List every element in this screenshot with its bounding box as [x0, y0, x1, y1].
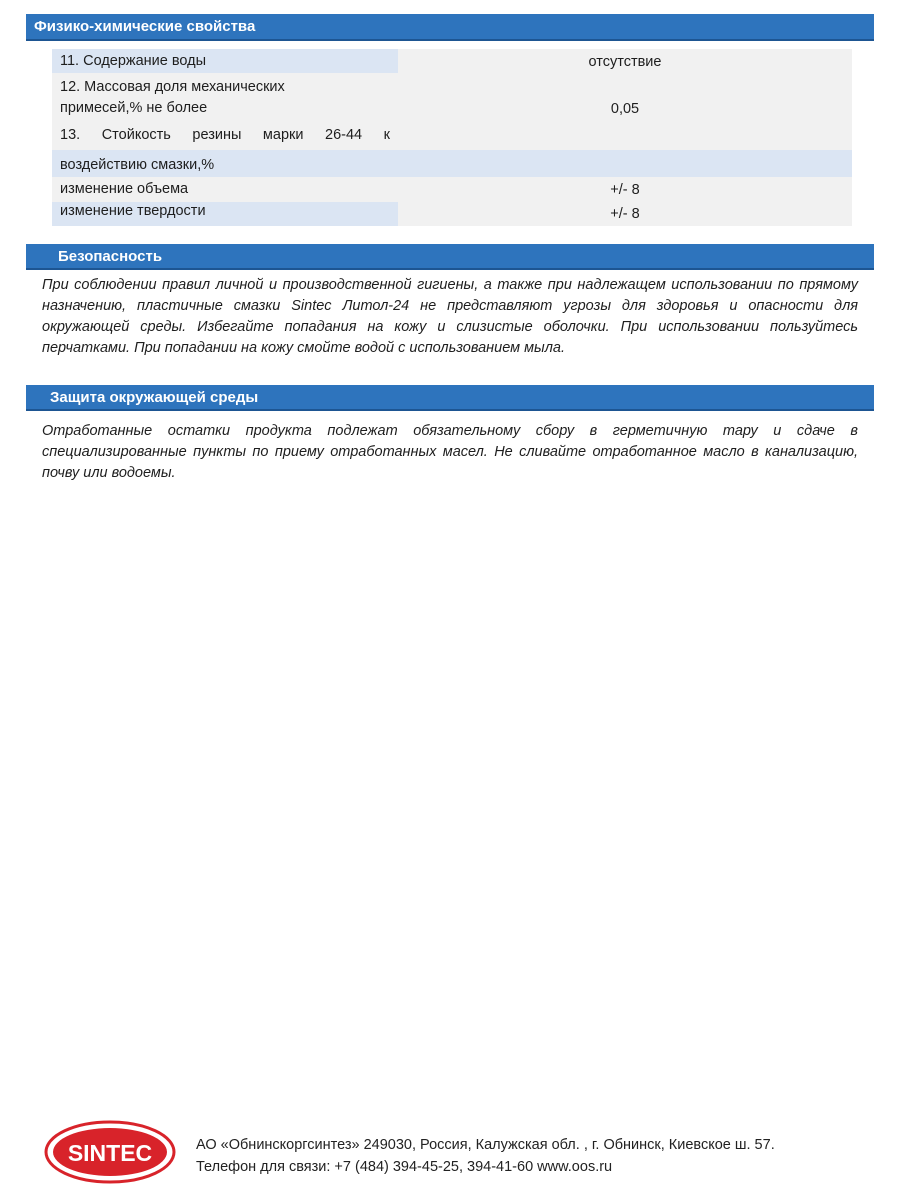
property-label-cell: [52, 177, 398, 202]
property-label-line: примесей,% не более: [60, 100, 208, 116]
logo-text: SINTEC: [67, 1140, 153, 1166]
table-row: [52, 202, 852, 226]
footer-phone: Телефон для связи: +7 (484) 394-45-25, 394-41-60 www.oos.ru: [196, 1159, 613, 1175]
property-label-cell: [52, 73, 398, 122]
property-label-line: воздействию смазки,%: [60, 157, 215, 173]
property-label: изменение твердости: [60, 203, 206, 219]
section-header-environment: [26, 385, 874, 411]
property-value-cell: [398, 122, 852, 150]
table-row: [52, 122, 852, 150]
property-value-cell: [398, 150, 852, 177]
table-row: [52, 49, 852, 73]
property-value-cell: [398, 202, 852, 226]
property-label-cell: [52, 122, 398, 150]
property-label-line: 12. Массовая доля механических: [60, 79, 285, 95]
sintec-logo: [44, 1120, 176, 1184]
section-title: Защита окружающей среды: [50, 388, 259, 406]
property-value-cell: [398, 73, 852, 122]
property-label-cell: [52, 202, 398, 226]
table-row: [52, 150, 852, 177]
safety-paragraph: При соблюдении правил личной и производственной гигиены, а также при надлежащем использовании по прямому назначению, пластичные смазки Sintec Литол-24 не представляют угрозы для здоровья и опасности для окружающей среды. Избегайте попадания на кожу и слизистые оболочки. При использовании пользуйтесь перчатками. При попадании на кожу смойте водой с использованием мыла.: [42, 277, 858, 356]
property-value: 0,05: [610, 101, 640, 117]
section-header-properties: [26, 14, 874, 41]
table-row: [52, 177, 852, 202]
section-header-safety: [26, 244, 874, 270]
table-row: [52, 73, 852, 122]
section-title: Безопасность: [58, 247, 163, 265]
property-value-cell: [398, 177, 852, 202]
property-value: +/- 8: [610, 206, 640, 222]
footer-contacts: [196, 1134, 775, 1178]
section-title: Физико-химические свойства: [34, 18, 256, 35]
footer-address: АО «Обнинскоргсинтез» 249030, Россия, Калужская обл. , г. Обнинск, Киевское ш. 57.: [196, 1137, 775, 1153]
property-label-cell: [52, 49, 398, 73]
environment-paragraph: Отработанные остатки продукта подлежат обязательному сбору в герметичную тару и сдаче в специализированные пункты по приему отработанных масел. Не сливайте отработанное масло в канализацию, почву или водоемы.: [42, 423, 858, 481]
property-value: +/- 8: [610, 182, 640, 198]
property-label: 11. Содержание воды: [60, 53, 207, 69]
property-label-cell: [52, 150, 398, 177]
property-label-line: 13. Стойкость резины марки 26-44 к: [60, 127, 390, 143]
property-value-cell: [398, 49, 852, 73]
property-value: отсутствие: [588, 54, 662, 70]
property-label: изменение объема: [60, 181, 189, 197]
